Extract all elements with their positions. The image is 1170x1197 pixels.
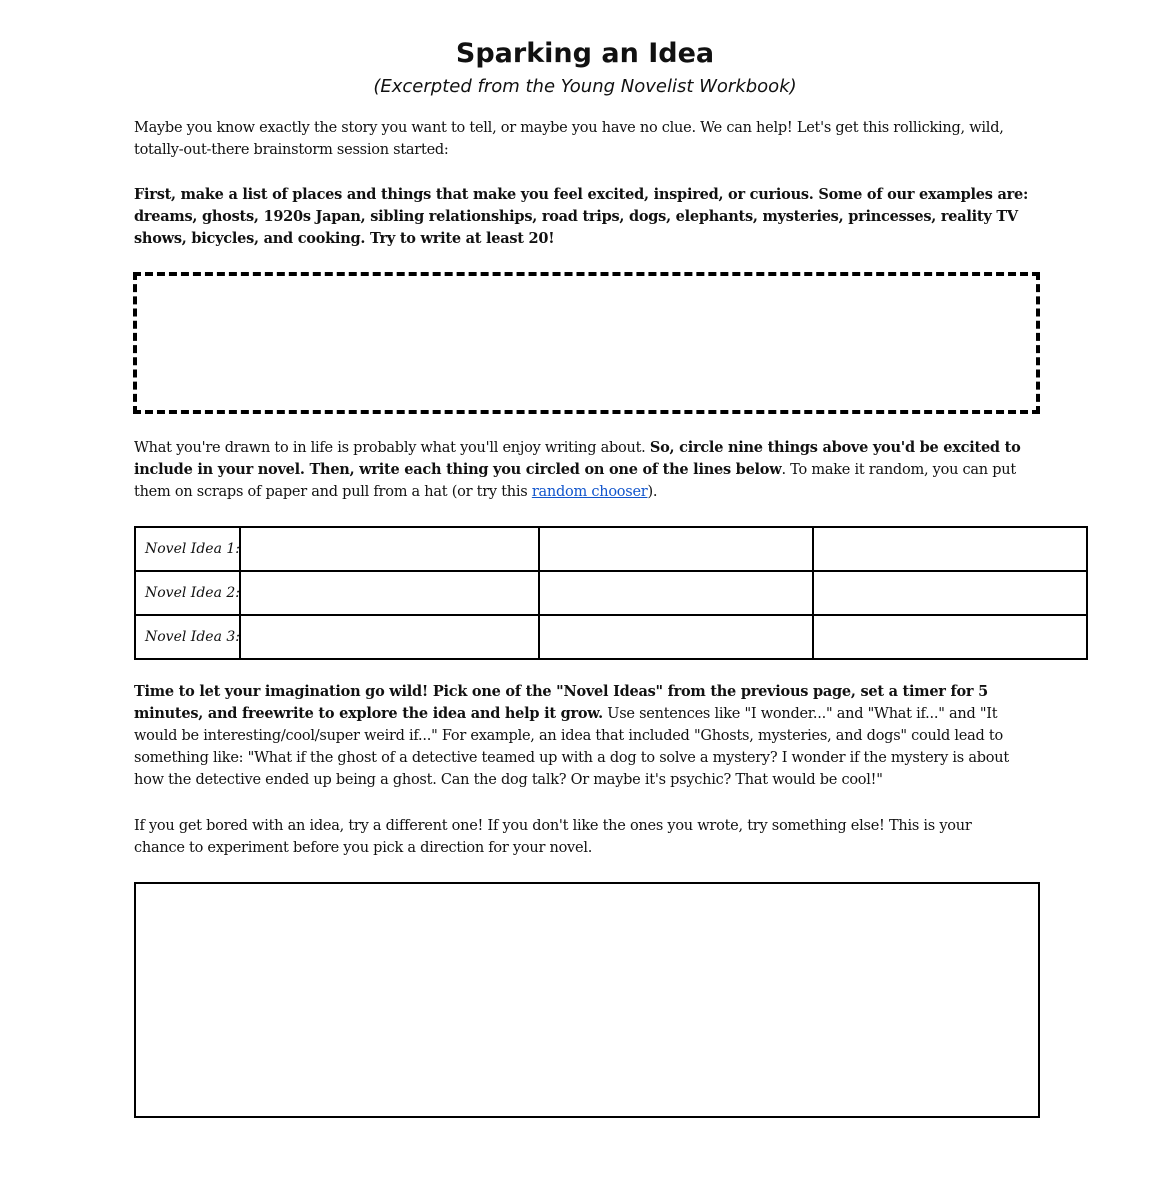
random-chooser-link[interactable]: random chooser <box>531 484 648 500</box>
novel-idea-1-label: Novel Idea 1: <box>135 527 240 571</box>
step2-instructions <box>134 437 1046 503</box>
novel-ideas-table <box>134 526 1088 660</box>
step3-instructions <box>134 681 1034 791</box>
novel-idea-3-cell-3[interactable] <box>813 615 1087 659</box>
step1-instructions: First, make a list of places and things that make you feel excited, inspired, or curious. Some of our examples are: dreams, ghosts, 1920s Japan, sibling relationships, road trips, dogs, elephants, mysteries, princesses, reality TV shows, bicycles, and cooking. Try to write at least 20! <box>134 186 1029 247</box>
table-row <box>135 527 1087 571</box>
table-row <box>135 615 1087 659</box>
table-row <box>135 571 1087 615</box>
novel-idea-3-label: Novel Idea 3: <box>135 615 240 659</box>
novel-idea-1-cell-2[interactable] <box>539 527 813 571</box>
novel-idea-3-cell-2[interactable] <box>539 615 813 659</box>
page-subtitle: (Excerpted from the Young Novelist Workbook) <box>373 76 797 97</box>
novel-idea-2-cell-1[interactable] <box>240 571 539 615</box>
step4-instructions: If you get bored with an idea, try a different one! If you don't like the ones you wrote, try something else! This is your chance to experiment before you pick a direction for your novel. <box>134 818 972 856</box>
brainstorm-list-area[interactable] <box>133 272 1040 414</box>
freewrite-area[interactable] <box>134 882 1040 1118</box>
novel-idea-2-label: Novel Idea 2: <box>135 571 240 615</box>
novel-idea-2-cell-2[interactable] <box>539 571 813 615</box>
novel-idea-1-cell-1[interactable] <box>240 527 539 571</box>
step2-text-2: . To make it random, you can put them on scraps of paper and pull from a hat (or try this <box>134 462 1016 500</box>
step3-text: Use sentences like "I wonder..." and "What if..." and "It would be interesting/cool/super weird if..." For example, an idea that included "Ghosts, mysteries, and dogs" could lead to something like: "What if the ghost of a detective teamed up with a dog to solve a mystery? I wonder if the mystery is about how the detective ended up being a ghost. Can the dog talk? Or maybe it's psychic? That would be cool!" <box>134 706 1009 788</box>
step3-bold-text: Time to let your imagination go wild! Pick one of the "Novel Ideas" from the previous page, set a timer for 5 minutes, and freewrite to explore the idea and help it grow. <box>134 683 988 722</box>
step2-text-1: What you're drawn to in life is probably what you'll enjoy writing about. <box>134 440 650 456</box>
novel-idea-2-cell-3[interactable] <box>813 571 1087 615</box>
step2-text-3: ). <box>647 484 658 500</box>
intro-paragraph: Maybe you know exactly the story you want to tell, or maybe you have no clue. We can help! Let's get this rollicking, wild, totally-out-there brainstorm session started: <box>134 120 1004 158</box>
page-title: Sparking an Idea <box>455 38 715 69</box>
novel-idea-1-cell-3[interactable] <box>813 527 1087 571</box>
novel-idea-3-cell-1[interactable] <box>240 615 539 659</box>
step2-bold-text: So, circle nine things above you'd be excited to include in your novel. Then, write each thing you circled on one of the lines below <box>134 439 1021 478</box>
